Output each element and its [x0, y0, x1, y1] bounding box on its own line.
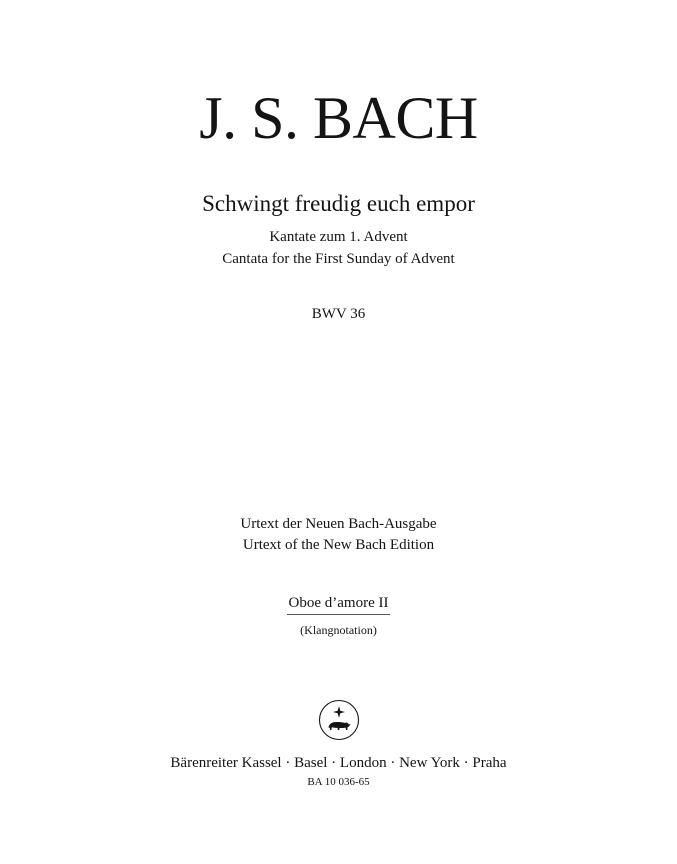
subtitle-english: Cantata for the First Sunday of Advent	[222, 251, 455, 267]
publisher-line: Bärenreiter Kassel · Basel · London · New York · Praha	[170, 755, 507, 771]
urtext-english: Urtext of the New Bach Edition	[242, 537, 435, 553]
edition-number: BA 10 036-65	[307, 776, 370, 788]
catalog-number: BWV 36	[311, 306, 366, 322]
work-title: Schwingt freudig euch empor	[202, 191, 475, 216]
composer-name: J. S. BACH	[199, 85, 478, 151]
baerenreiter-bear-star-logo-icon	[318, 699, 360, 741]
notation-note: (Klangnotation)	[300, 623, 377, 637]
subtitle-german: Kantate zum 1. Advent	[269, 229, 408, 245]
urtext-german: Urtext der Neuen Bach-Ausgabe	[240, 516, 437, 532]
part-name: Oboe d’amore II	[287, 593, 391, 615]
part-heading	[0, 593, 677, 615]
